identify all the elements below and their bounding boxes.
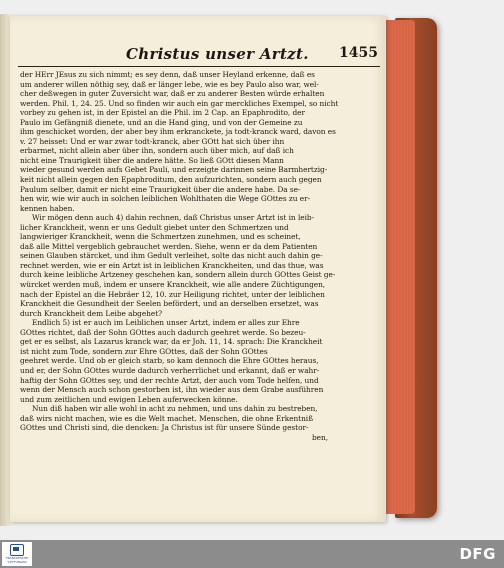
text-line: GOttes richtet, daß der Sohn GOttes auch dadurch geehret werde. So bezeu- xyxy=(20,327,306,337)
text-line: Kranckheit die Gesundheit der Seelen befördert, und an derselben ersetzet, was xyxy=(20,299,319,309)
book-page xyxy=(10,16,386,522)
text-line: um anderer willen nöthig sey, daß er länger lebe, wie es bey Paulo also war, wel- xyxy=(20,79,319,89)
text-line: keit nicht allein gegen den Epaphroditum, den aufzurichten, sondern auch gegen xyxy=(20,175,322,185)
text-line: GOttes und Christi sind, die dencken: Ja Christus ist für unsere Sünde gestor- xyxy=(20,423,309,433)
text-line: würcket werden muß, indem er unsere Kranckheit, wie alle andere Züchtigungen, xyxy=(20,280,326,290)
text-line: kennen haben. xyxy=(20,203,75,213)
page-number: 1455 xyxy=(339,45,378,61)
dfg-logo[interactable]: DFG xyxy=(459,545,496,563)
text-line: Nun diß haben wir alle wohl in acht zu nehmen, und uns dahin zu bestreben, xyxy=(32,404,318,414)
francke-building-icon xyxy=(10,544,24,556)
text-line: werden. Phil. 1, 24. 25. Und so finden wir auch ein gar merckliches Exempel, so nicht xyxy=(20,98,339,108)
text-line: ben, xyxy=(312,432,329,442)
text-line: v. 27 heisset: Und er war zwar todt-kranck, aber GOtt hat sich über ihn xyxy=(20,136,285,146)
page-header xyxy=(18,44,380,67)
text-line: und zum zeitlichen und ewigen Leben auferwecken könne. xyxy=(20,394,238,404)
text-line: ist nicht zum Tode, sondern zur Ehre GOttes, daß der Sohn GOttes xyxy=(20,346,268,356)
text-line: get er es selbst, als Lazarus kranck war, da er Joh. 11, 14. sprach: Die Kranckheit xyxy=(20,337,323,347)
page-edges xyxy=(383,20,415,514)
text-line: seinen Glauben stärcket, und ihm Gedult verleihet, solte das nicht auch dahin ge- xyxy=(20,251,323,261)
text-line: nach der Epistel an die Hebräer 12, 10. zur Heiligung richtet, unter der leiblichen xyxy=(20,289,325,299)
text-line: Paulum selber, damit er nicht eine Traurigkeit über die andere habe. Da se- xyxy=(20,184,301,194)
text-line: Wir mögen denn auch 4) dahin rechnen, daß Christus unser Artzt ist in leib- xyxy=(32,213,315,223)
text-line: der HErr JEsus zu sich nimmt; es sey denn, daß unser Heyland erkenne, daß es xyxy=(20,70,315,79)
text-line: ihm geschicket worden, der aber bey ihm erkranckete, ja todt-kranck ward, davon es xyxy=(20,127,336,137)
text-line: wieder gesund werden aufs Gebet Pauli, und erzeigte darinnen seine Barmhertzig- xyxy=(20,165,328,175)
text-line: Endlich 5) ist er auch im Leiblichen unser Artzt, indem er alles zur Ehre xyxy=(32,318,300,328)
text-line: durch keine leibliche Artzeney geschehen kan, sondern allein durch GOttes Geist ge- xyxy=(20,270,336,280)
body-text xyxy=(20,70,339,442)
text-line: licher Kranckheit, wenn er uns Gedult giebet unter den Schmertzen und xyxy=(20,222,289,232)
running-title: Christus unser Artzt. xyxy=(126,45,309,63)
text-line: nicht eine Traurigkeit über die andere hätte. So ließ GOtt diesen Mann xyxy=(20,155,284,165)
francke-logo[interactable] xyxy=(2,542,32,566)
text-line: rechnet werden, wie er ein Artzt ist in leiblichen Kranckheiten, und das thue, was xyxy=(20,260,324,270)
text-line: durch Kranckheit dem Leibe abgehet? xyxy=(20,308,163,318)
text-line: cher deßwegen in guter Zuversicht war, daß er zu anderer Besten würde erhalten xyxy=(20,89,325,99)
text-line: Paulo im Gefängniß dienete, und an die Hand ging, und von der Gemeine zu xyxy=(20,117,303,127)
text-line: wenn der Mensch auch schon gestorben ist, ihn wieder aus dem Grabe ausführen xyxy=(20,385,324,395)
text-line: hen wir, wie wir auch in solchen leiblichen Wohlthaten die Wege GOttes zu er- xyxy=(20,194,311,204)
text-line: haftig der Sohn GOttes sey, und der rechte Artzt, der auch vom Tode helfen, und xyxy=(20,375,319,385)
text-line: geehret werde. Und ob er gleich starb, so kam dennoch die Ehre GOttes heraus, xyxy=(20,356,319,366)
text-line: vorbey zu gehen ist, in der Epistel an die Phil. im 2 Cap. an Epaphrodito, der xyxy=(20,108,305,118)
footer-bar xyxy=(0,540,504,568)
text-line: daß wirs nicht machen, wie es die Welt machet. Menschen, die ohne Erkentniß xyxy=(20,413,313,423)
text-line: erbarmet, nicht allein aber über ihn, sondern auch über mich, auf daß ich xyxy=(20,146,294,156)
text-line: daß alle Mittel vergeblich gebrauchet werden. Siehe, wenn er da dem Patienten xyxy=(20,241,318,251)
text-line: langwieriger Kranckheit, wenn die Schmertzen zunehmen, und es scheinet, xyxy=(20,232,301,242)
francke-logo-text: FRANCKESCHE STIFTUNGEN xyxy=(5,556,29,564)
text-line: und er, der Sohn GOttes wurde dadurch verherrlichet und erkannt, daß er wahr- xyxy=(20,365,320,375)
